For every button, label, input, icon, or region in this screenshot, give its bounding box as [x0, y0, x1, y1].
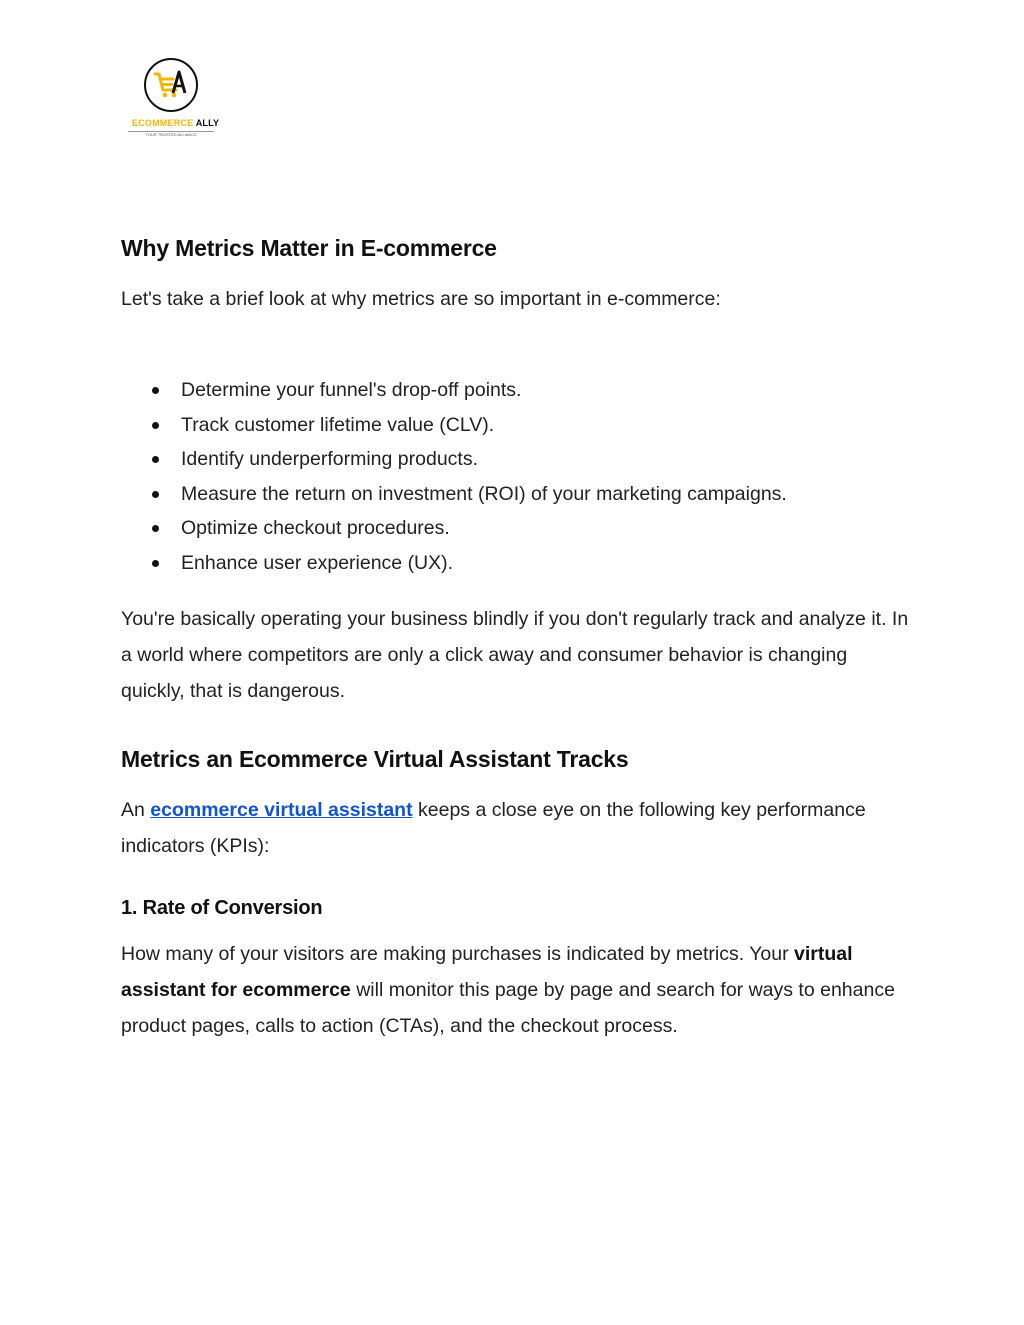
list-item: Measure the return on investment (ROI) of your marketing campaigns. [121, 477, 911, 512]
list-item: Optimize checkout procedures. [121, 511, 911, 546]
list-item: Track customer lifetime value (CLV). [121, 408, 911, 443]
list-item: Determine your funnel's drop-off points. [121, 373, 911, 408]
paragraph-blind-operation: You're basically operating your business blindly if you don't regularly track and analyze it. In a world where competitors are only a click away and consumer behavior is changing quickly, that is dangerous. [121, 608, 909, 702]
bullet-icon [152, 456, 159, 463]
bullet-icon [152, 422, 159, 429]
section-heading-why-metrics: Why Metrics Matter in E-commerce [121, 235, 497, 261]
bullet-icon [152, 491, 159, 498]
list-item: Identify underperforming products. [121, 442, 911, 477]
shopping-cart-icon [146, 60, 195, 109]
ecommerce-virtual-assistant-link[interactable]: ecommerce virtual assistant [150, 799, 413, 821]
logo-tagline: YOUR TRUSTED ALLIANCE [128, 131, 214, 137]
bullet-icon [152, 387, 159, 394]
company-logo [128, 58, 220, 140]
logo-circle [144, 58, 198, 112]
subheading-rate-of-conversion: 1. Rate of Conversion [121, 897, 323, 919]
bullet-icon [152, 525, 159, 532]
metrics-importance-list [121, 373, 911, 581]
bullet-icon [152, 560, 159, 567]
logo-wordmark [132, 118, 219, 128]
bold-phrase: virtual assistant for ecommerce [121, 943, 853, 1001]
logo-word-secondary: ALLY [195, 118, 220, 128]
section-heading-metrics-tracked: Metrics an Ecommerce Virtual Assistant Tracks [121, 746, 629, 772]
logo-word-primary: ECOMMERCE [132, 118, 194, 128]
section-intro-why-metrics: Let's take a brief look at why metrics are so important in e-commerce: [121, 288, 721, 310]
section-intro-kpis: An ecommerce virtual assistant keeps a close eye on the following key performance indicators (KPIs): [121, 799, 866, 857]
paragraph-conversion-rate: How many of your visitors are making purchases is indicated by metrics. Your virtual assistant for ecommerce will monitor this page by page and search for ways to enhance product pages, calls to action (CTAs), and the checkout process. [121, 943, 895, 1037]
list-item: Enhance user experience (UX). [121, 546, 911, 581]
